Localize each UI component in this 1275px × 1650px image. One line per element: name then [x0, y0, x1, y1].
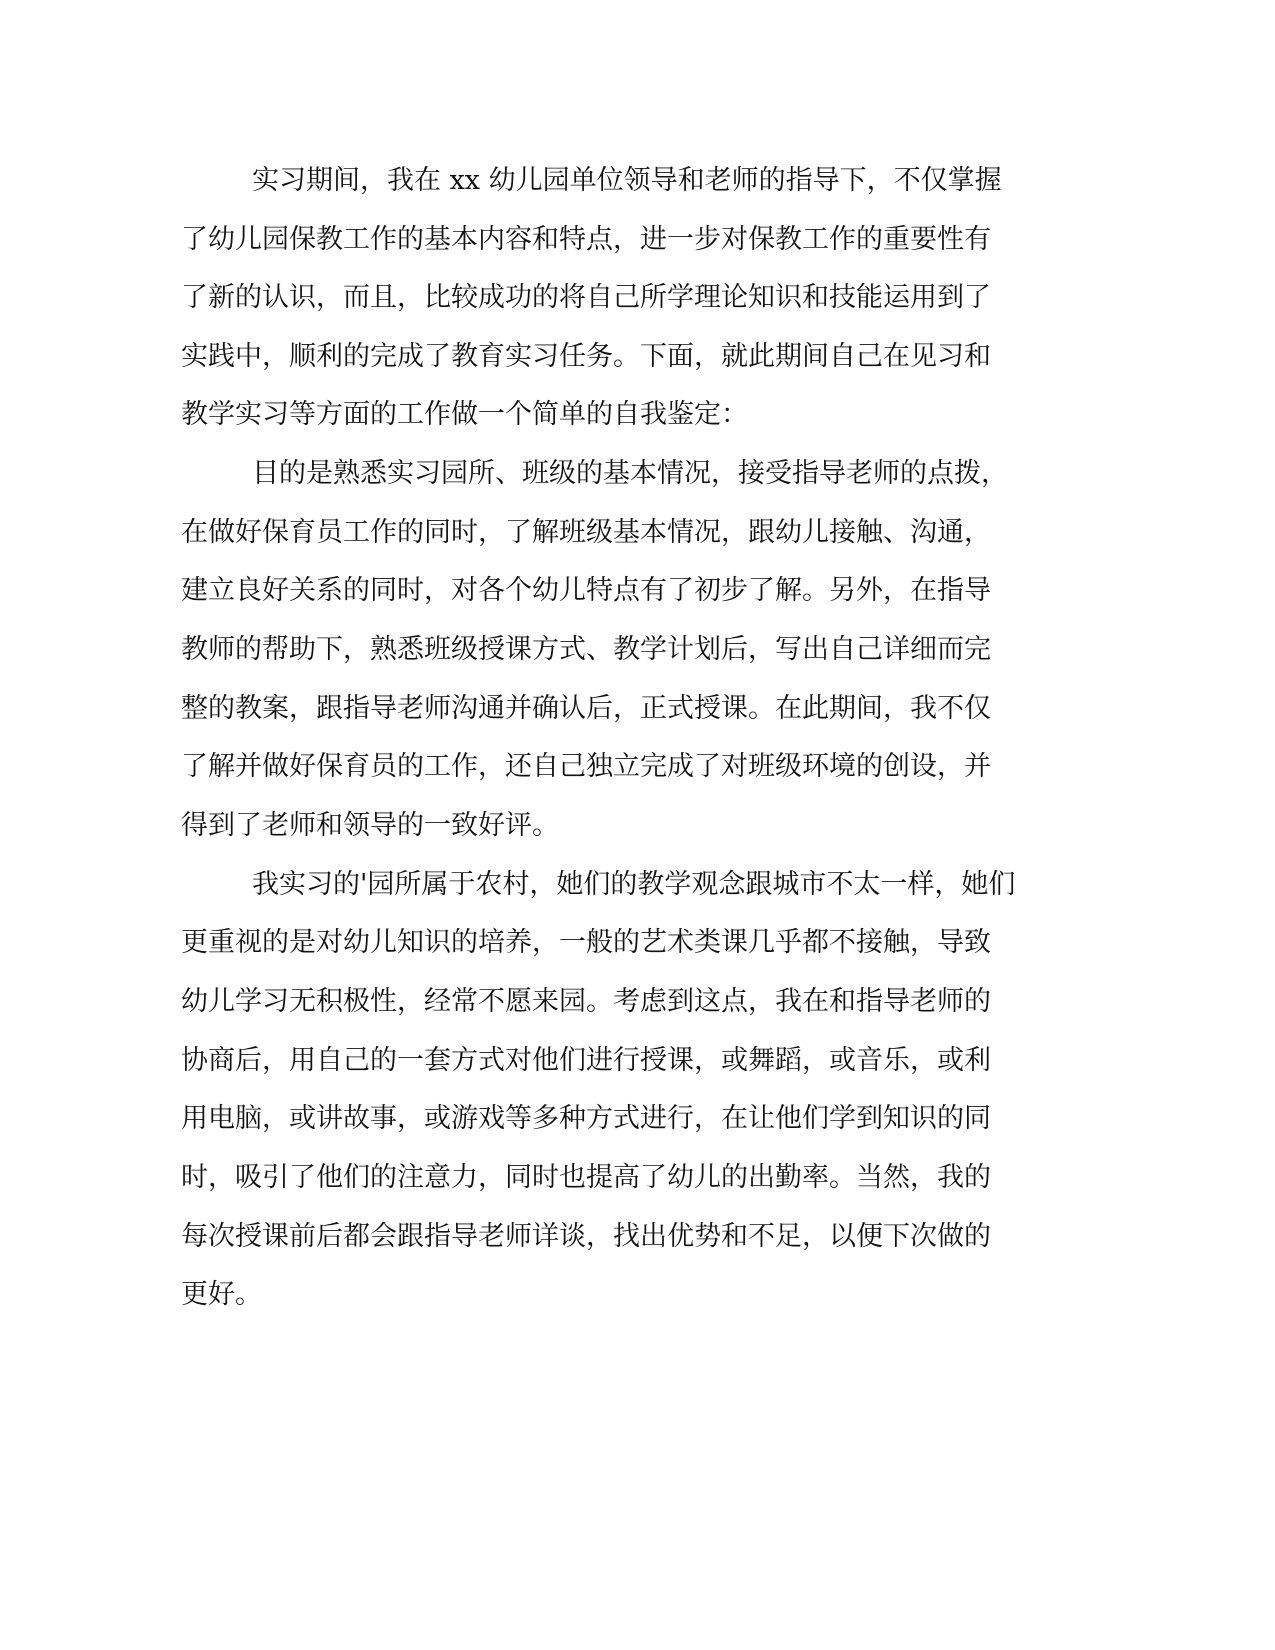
text-line: 更好。: [181, 1279, 262, 1310]
text-line: 实习期间，我在 xx 幼儿园单位领导和老师的指导下，不仅掌握: [252, 165, 1002, 196]
text-line: 实践中，顺利的完成了教育实习任务。下面，就此期间自己在见习和: [181, 341, 991, 372]
text-line: 教师的帮助下，熟悉班级授课方式、教学计划后，写出自己详细而完: [181, 634, 991, 665]
text-line: 了幼儿园保教工作的基本内容和特点，进一步对保教工作的重要性有: [181, 224, 991, 255]
text-line: 幼儿学习无积极性，经常不愿来园。考虑到这点，我在和指导老师的: [181, 986, 991, 1017]
text-line: 目的是熟悉实习园所、班级的基本情况，接受指导老师的点拨，: [252, 458, 1008, 489]
text-line: 协商后，用自己的一套方式对他们进行授课，或舞蹈，或音乐，或利: [181, 1045, 991, 1076]
text-line: 更重视的是对幼儿知识的培养，一般的艺术类课几乎都不接触，导致: [181, 927, 991, 958]
text-line: 了解并做好保育员的工作，还自己独立完成了对班级环境的创设，并: [181, 751, 991, 782]
text-line: 时，吸引了他们的注意力，同时也提高了幼儿的出勤率。当然，我的: [181, 1162, 991, 1193]
text-line: 教学实习等方面的工作做一个简单的自我鉴定：: [181, 399, 748, 430]
text-line: 得到了老师和领导的一致好评。: [181, 810, 559, 841]
text-line: 我实习的'园所属于农村，她们的教学观念跟城市不太一样，她们: [252, 869, 1016, 900]
text-line: 整的教案，跟指导老师沟通并确认后，正式授课。在此期间，我不仅: [181, 693, 991, 724]
text-line: 建立良好关系的同时，对各个幼儿特点有了初步了解。另外，在指导: [181, 575, 991, 606]
text-line: 每次授课前后都会跟指导老师详谈，找出优势和不足，以便下次做的: [181, 1221, 991, 1252]
text-line: 了新的认识，而且，比较成功的将自己所学理论知识和技能运用到了: [181, 282, 991, 313]
text-line: 用电脑，或讲故事，或游戏等多种方式进行，在让他们学到知识的同: [181, 1103, 991, 1134]
text-line: 在做好保育员工作的同时，了解班级基本情况，跟幼儿接触、沟通，: [181, 517, 991, 548]
